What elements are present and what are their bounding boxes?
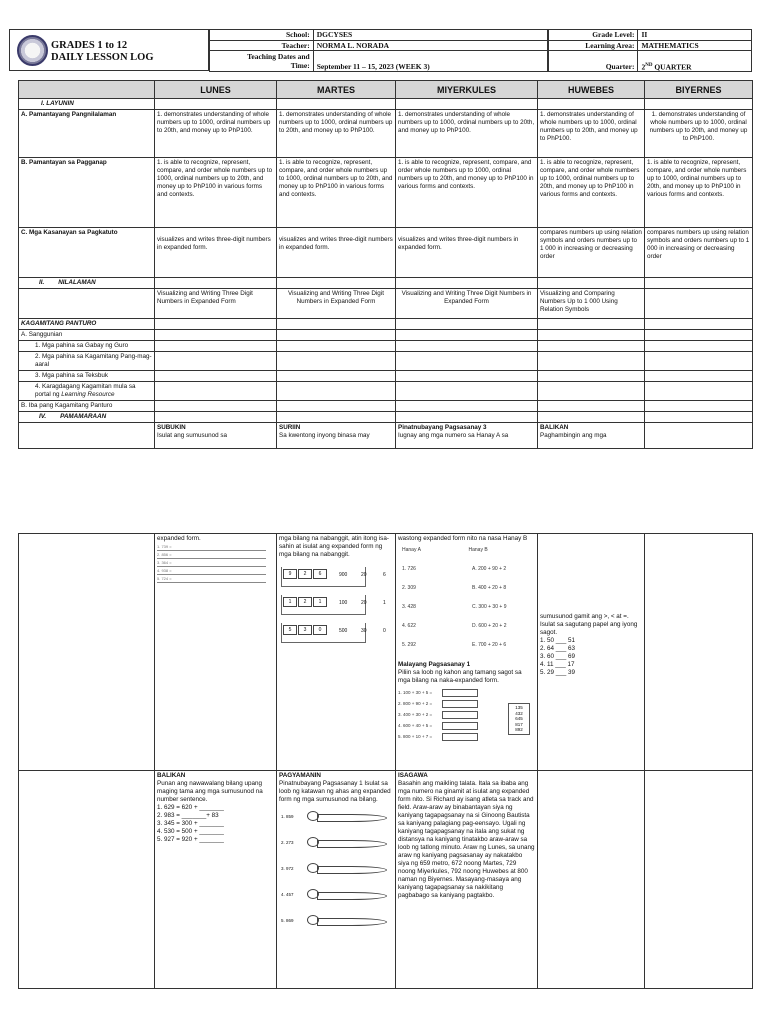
hanay-a-item: 1. 726 xyxy=(402,566,416,572)
answer-line: 1. 739 = xyxy=(157,543,266,551)
hanay-a-item: 4. 622 xyxy=(402,623,416,629)
act-miyerkules: Pinatnubayang Pagsasanay 3 Iugnay ang mga numero sa Hanay A sa xyxy=(396,423,538,449)
snake-body xyxy=(317,918,387,926)
place-value: 30 xyxy=(361,628,367,634)
number-sentence: 3. 345 = 300 + _______ xyxy=(157,820,224,827)
school-value: DGCYSES xyxy=(313,30,547,41)
area-value: MATHEMATICS xyxy=(638,40,752,51)
nilalaman-label: II. NILALAMAN xyxy=(19,278,155,289)
answer-lines xyxy=(157,543,274,583)
digit-box: 5 xyxy=(283,625,297,635)
c-miyerkules: visualizes and writes three-digit numbers in expanded form. xyxy=(396,228,538,278)
dates-label: Teaching Dates and Time: xyxy=(210,51,314,72)
hanay-b-item: A. 200 + 90 + 2 xyxy=(472,566,507,572)
act-lunes: SUBUKIN Isulat ang sumusunod sa xyxy=(155,423,277,449)
b-huwebes: 1. is able to recognize, represent, compare, and order whole numbers up to 1000, ordinal numbers up to 20th, and money up to PhP100 in various forms and contexts. xyxy=(538,158,645,228)
sanggunian-label: A. Sanggunian xyxy=(19,330,155,341)
place-value: 900 xyxy=(339,572,348,578)
cont-lunes: expanded form. 1. 739 = 2. 856 = 3. 364 = 4. 938 = 5. 724 = xyxy=(155,534,277,771)
snake-number: 4. 457 xyxy=(281,892,294,897)
malaya-item-text: 2. 800 + 90 + 2 = xyxy=(398,701,433,706)
kasanayan-label: C. Mga Kasanayan sa Pagkatuto xyxy=(19,228,155,278)
choice-item: 892 xyxy=(515,727,523,732)
hanay-table: Hanay A Hanay B 1. 726 A. 200 + 90 + 2 2. 309 B. 400 + 20 + 8 3. 428 C. 300 + 30 + 9 4. 622 D. 600 + 20 + 2 5. 292 E. 700 + 20 + 6 xyxy=(402,547,535,649)
malaya-item-text: 4. 600 + 40 + 5 = xyxy=(398,723,433,728)
digit-box: 1 xyxy=(283,597,297,607)
deped-seal-icon xyxy=(17,35,48,66)
quarter-value: 2ND QUARTER xyxy=(638,51,752,72)
malaya-item-text: 1. 100 + 30 + 5 = xyxy=(398,690,433,695)
snake-item xyxy=(279,834,393,856)
grade-value: II xyxy=(638,30,752,41)
a-martes: 1. demonstrates understanding of whole numbers up to 1000, ordinal numbers up to 20th, and money up to PhP100. xyxy=(277,110,396,158)
lesson-table xyxy=(18,80,753,449)
digit-box: 3 xyxy=(298,625,312,635)
s1-label: 1. Mga pahina sa Gabay ng Guro xyxy=(19,341,155,352)
row3-martes: PAGYAMANIN Pinatnubayang Pagsasanay 1 Isulat sa loob ng katawan ng ahas ang expanded form ng mga sumusunod na bilang. 1. 859 2. 273 3. 972 4. 457 5. 869 xyxy=(277,771,396,989)
number-sentence: 4. 530 = 500 + _______ xyxy=(157,828,224,835)
pagganap-label: B. Pamantayan sa Pagganap xyxy=(19,158,155,228)
a-miyerkules: 1. demonstrates understanding of whole numbers up to 1000, ordinal numbers up to 20th, and money up to PhP100. xyxy=(396,110,538,158)
hanay-b-item: D. 600 + 20 + 2 xyxy=(472,623,507,629)
place-value-diagrams xyxy=(279,567,393,645)
day-martes: MARTES xyxy=(277,81,396,99)
hanay-a-item: 3. 428 xyxy=(402,604,416,610)
digit-box: 6 xyxy=(313,569,327,579)
hanay-row xyxy=(402,566,535,573)
answer-blank xyxy=(442,722,478,730)
area-label: Learning Area: xyxy=(549,40,638,51)
choice-item: 432 xyxy=(515,710,523,716)
dates-value: September 11 – 15, 2023 (WEEK 3) xyxy=(313,51,547,72)
cont-martes: mga bilang na nabanggit, atin itong isa-sahin at isulat ang expanded form ng mga bilang na nabanggit. 9 2 6 900 20 6 1 2 1 100 20 1 5 3 0 500 30 0 xyxy=(277,534,396,771)
c-huwebes: compares numbers up using relation symbols and orders numbers up to 1 000 in increasing or decreasing order xyxy=(538,228,645,278)
lesson-table-continued xyxy=(18,533,753,989)
b-lunes: 1. is able to recognize, represent, compare, and order whole numbers up to 1000, ordinal numbers up to 20th, and money up to PhP100 in various forms and contexts. xyxy=(155,158,277,228)
choice-item: 645 xyxy=(515,716,523,721)
snake-body xyxy=(317,892,387,900)
grade-label: Grade Level: xyxy=(549,30,638,41)
c-martes: visualizes and writes three-digit numbers in expanded form. xyxy=(277,228,396,278)
iba-label: B. Iba pang Kagamitang Panturo xyxy=(19,401,155,412)
answer-blank xyxy=(442,700,478,708)
snake-body xyxy=(317,866,387,874)
layunin-label: I. LAYUNIN xyxy=(19,99,155,110)
hanay-b-item: C. 300 + 30 + 9 xyxy=(472,604,507,610)
answer-line: 2. 856 = xyxy=(157,551,266,559)
s4-label: 4. Karagdagang Kagamitan mula sa portal ng Learning Resource xyxy=(19,382,155,401)
compare-item: 2. 64 ___ 63 xyxy=(540,645,576,652)
quarter-label: Quarter: xyxy=(549,51,638,72)
kagamitan-label: KAGAMITANG PANTURO xyxy=(19,319,155,330)
compare-item: 3. 60 ___ 69 xyxy=(540,653,576,660)
logo-box xyxy=(9,29,209,71)
row3-miyerkules: ISAGAWA Basahin ang maikling talata. Itala sa ibaba ang mga numero na ginamit at isulat ang expanded form nito. Si Richard ay isang atleta sa track and field. Araw-araw ay binabantayan siya ng kaniyang tagapagsanay na si Ginoong Bautista sa kaniyang palagiang pag-eensayo. Ugali ng kaniyang tagapagsanay na itala ang sukat ng distansya na kaniyang tinatakbo araw-araw sa loob ng tatlong minuto. Araw ng Lunes, sa unang araw ng kaniyang pagsasanay ay nakatakbo siya ng 659 metro, 672 noong Martes, 729 noong Miyerkules, 792 noong Huwebes at 800 naman ng Biyernes. Masayang-masaya ang kaniyang tagapagsanay sa nakikitang pagbabago sa kaniyang pagtakbo. xyxy=(396,771,538,989)
teacher-label: Teacher: xyxy=(210,40,314,51)
place-value: 20 xyxy=(361,572,367,578)
c-lunes: visualizes and writes three-digit numbers in expanded form. xyxy=(155,228,277,278)
school-label: School: xyxy=(210,30,314,41)
answer-blank xyxy=(442,689,478,697)
compare-item: 4. 11 ___ 17 xyxy=(540,661,575,668)
malaya-item-text: 3. 400 + 30 + 2 = xyxy=(398,712,433,717)
digit-box: 9 xyxy=(283,569,297,579)
digit-box: 2 xyxy=(298,569,312,579)
snake-item xyxy=(279,808,393,830)
place-value: 6 xyxy=(383,572,386,578)
act-martes: SURIIN Sa kwentong inyong binasa may xyxy=(277,423,396,449)
b-martes: 1. is able to recognize, represent, compare, and order whole numbers up to 1000, ordinal numbers up to 20th, and money up to PhP100 in various forms and contexts. xyxy=(277,158,396,228)
hanay-row xyxy=(402,604,535,611)
choice-item: 817 xyxy=(515,721,523,727)
place-value: 100 xyxy=(339,600,348,606)
place-value: 0 xyxy=(383,628,386,634)
n-lunes: Visualizing and Writing Three Digit Numbers in Expanded Form xyxy=(155,289,277,319)
answer-line: 3. 364 = xyxy=(157,559,266,567)
hanay-a-item: 5. 292 xyxy=(402,642,416,648)
day-lunes: LUNES xyxy=(155,81,277,99)
cont-miyerkules: wastong expanded form nito na nasa Hanay B Hanay A Hanay B 1. 726 A. 200 + 90 + 2 2. 309 B. 400 + 20 + 8 3. 428 C. 300 + 30 + 9 4. 622 D. 600 + 20 + 2 5. 292 E. 700 + 20 + 6 Malayang Pagsasanay 1 Piliin sa loob ng kahon ang tamang sagot sa mga bilang na naka-expanded form. 1. 100 + 30 + 5 = 2. 800 + 90 + 2 = 3. 400 + 30 + 2 = 4. 600 + 40 + 5 = 5. 800 + 10 + 7 = 135 432 645 817 892 xyxy=(396,534,538,771)
place-value: 20 xyxy=(361,600,367,606)
snake-item xyxy=(279,860,393,882)
snake-item xyxy=(279,886,393,908)
answer-line: 5. 724 = xyxy=(157,575,266,583)
b-miyerkules: 1. is able to recognize, represent, compare, and order whole numbers up to 1000, ordinal numbers up to 20th, and money up to PhP100 in various forms and contexts. xyxy=(396,158,538,228)
place-value: 1 xyxy=(383,600,386,606)
a-huwebes: 1. demonstrates understanding of whole numbers up to 1000, ordinal numbers up to 20th, and money up to PhP100. xyxy=(538,110,645,158)
choice-item: 135 xyxy=(515,705,523,710)
logo-line1: GRADES 1 to 12 xyxy=(51,40,128,51)
digit-box: 2 xyxy=(298,597,312,607)
snake-body xyxy=(317,814,387,822)
snake-diagrams xyxy=(279,808,393,934)
digit-box: 0 xyxy=(313,625,327,635)
header xyxy=(9,29,752,73)
n-martes: Visualizing and Writing Three Digit Numbers in Expanded Form xyxy=(277,289,396,319)
n-miyerkules: Visualizing and Writing Three Digit Numbers in Expanded Form xyxy=(396,289,538,319)
hanay-a-item: 2. 309 xyxy=(402,585,416,591)
snake-number: 2. 273 xyxy=(281,840,294,845)
hanay-row xyxy=(402,585,535,592)
meta-left xyxy=(209,29,548,72)
number-sentence: 2. 983 = _______+ 83 xyxy=(157,812,219,819)
s3-label: 3. Mga pahina sa Teksbuk xyxy=(19,371,155,382)
place-value: 500 xyxy=(339,628,348,634)
hanay-row xyxy=(402,623,535,630)
compare-items xyxy=(540,637,642,677)
n-huwebes: Visualizing and Comparing Numbers Up to 1 000 Using Relation Symbols xyxy=(538,289,645,319)
meta-right xyxy=(548,29,752,72)
answer-blank xyxy=(442,733,478,741)
act-huwebes: BALIKAN Paghambingin ang mga xyxy=(538,423,645,449)
hanay-b-item: E. 700 + 20 + 6 xyxy=(472,642,507,648)
teacher-value: NORMA L. NORADA xyxy=(313,40,547,51)
compare-item: 5. 29 ___ 39 xyxy=(540,669,576,676)
day-huwebes: HUWEBES xyxy=(538,81,645,99)
a-biyernes: 1. demonstrates understanding of whole numbers up to 1000, ordinal numbers up to 20th, and money up to PhP100. xyxy=(645,110,753,158)
answer-line: 4. 938 = xyxy=(157,567,266,575)
snake-number: 1. 859 xyxy=(281,814,294,819)
number-sentence: 1. 629 = 620 + _______ xyxy=(157,804,224,811)
snake-number: 3. 972 xyxy=(281,866,294,871)
snake-item xyxy=(279,912,393,934)
b-biyernes: 1. is able to recognize, represent, compare, and order whole numbers up to 1000, ordinal numbers up to 20th, and money up to PhP100 in various forms and contexts. xyxy=(645,158,753,228)
number-sentence: 5. 927 = 920 + _______ xyxy=(157,836,224,843)
answer-blank xyxy=(442,711,478,719)
expanded-diagram xyxy=(279,595,393,617)
a-lunes: 1. demonstrates understanding of whole numbers up to 1000, ordinal numbers up to 20th, and money up to PhP100. xyxy=(155,110,277,158)
malaya-item xyxy=(398,689,535,697)
cont-huwebes: sumusunod gamit ang >, < at =. Isulat sa sagutang papel ang iyong sagot. 1. 50 ___ 51 2. 64 ___ 63 3. 60 ___ 69 4. 11 ___ 17 5. 29 ___ 39 xyxy=(538,534,645,771)
snake-number: 5. 869 xyxy=(281,918,294,923)
corner-cell xyxy=(19,81,155,99)
s2-label: 2. Mga pahina sa Kagamitang Pang-mag-aaral xyxy=(19,352,155,371)
hanay-row xyxy=(402,642,535,649)
row3-lunes: BALIKAN Punan ang nawawalang bilang upang maging tama ang mga sumusunod na number sentence. 1. 629 = 620 + _______ 2. 983 = _______+ 83 3. 345 = 300 + _______ 4. 530 = 500 + _______ 5. 927 = 920 + _______ xyxy=(155,771,277,989)
snake-body xyxy=(317,840,387,848)
expanded-diagram xyxy=(279,567,393,589)
compare-item: 1. 50 ___ 51 xyxy=(540,637,576,644)
hanay-b-item: B. 400 + 20 + 8 xyxy=(472,585,507,591)
c-biyernes: compares numbers up using relation symbols and orders numbers up to 1 000 in increasing or decreasing order xyxy=(645,228,753,278)
day-miyerkules: MIYERKULES xyxy=(396,81,538,99)
day-biyernes: BIYERNES xyxy=(645,81,753,99)
logo-line2: DAILY LESSON LOG xyxy=(51,52,154,63)
malaya-item-text: 5. 800 + 10 + 7 = xyxy=(398,734,433,739)
expanded-diagram xyxy=(279,623,393,645)
pamamaraan-label: IV. PAMAMARAAN xyxy=(19,412,155,423)
digit-box: 1 xyxy=(313,597,327,607)
pamantayang-label: A. Pamantayang Pangnilalaman xyxy=(19,110,155,158)
choices-box xyxy=(508,703,530,735)
